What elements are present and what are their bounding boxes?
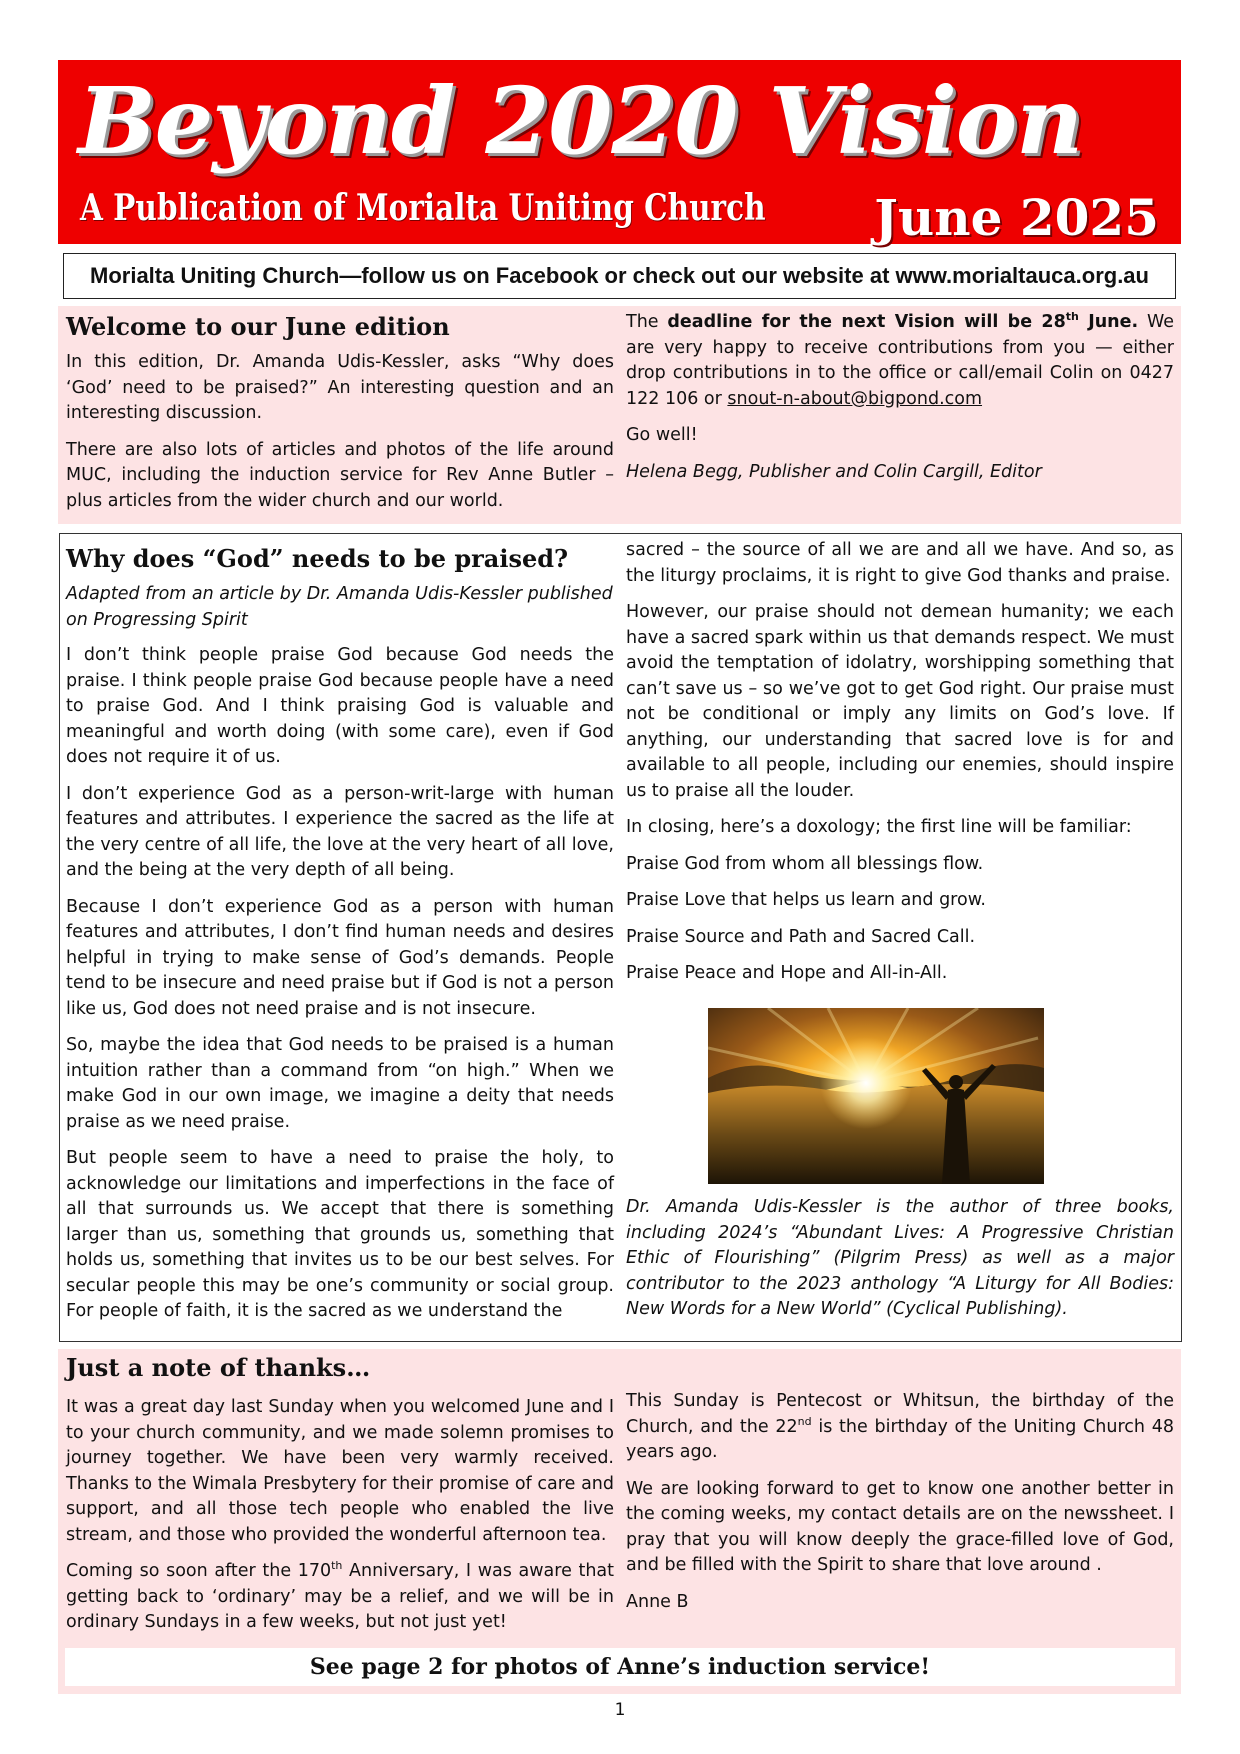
welcome-heading: Welcome to our June edition — [66, 312, 450, 341]
masthead-subtitle: A Publication of Morialta Uniting Church — [80, 187, 766, 229]
thanks-p3-pre: This Sunday is Pentecost or Whitsun, the birthday of the Church, and the 22 — [626, 1391, 1174, 1437]
deadline-bold-2: June. — [1078, 312, 1139, 332]
thanks-panel — [58, 1349, 1181, 1694]
thanks-paragraph-2 — [66, 1559, 614, 1636]
masthead-title: Beyond 2020 Vision — [78, 67, 1083, 175]
masthead — [58, 60, 1181, 247]
article-left-column — [66, 544, 614, 1336]
page-number: 1 — [614, 1700, 626, 1720]
masthead-date: June 2025 — [874, 188, 1159, 247]
thanks-signoff: Anne B — [626, 1591, 689, 1612]
article-paragraph-8: In closing, here’s a doxology; the first line will be familiar: — [626, 817, 1132, 837]
article-paragraph-7: However, our praise should not demean humanity; we each have a sacred spark within us that demands respect. We must avoid the temptation of idolatry, worshipping something that can’t save us – so we’ve got to get God right. Our praise must not be conditional or imply any limits on God’s love. If anything, our understanding that sacred love is for and available to all people, including our enemies, should inspire us to praise all the louder. — [626, 602, 1174, 801]
thanks-p2-pre: Coming so soon after the 170 — [66, 1561, 332, 1581]
welcome-signoff: Helena Begg, Publisher and Colin Cargill, Editor — [626, 461, 1042, 482]
thanks-p3-post: is the birthday of the Uniting Church 48 years ago. — [626, 1416, 1174, 1462]
welcome-paragraph-1: In this edition, Dr. Amanda Udis-Kessler, asks “Why does ‘God’ need to be praised?” An interesting question and an interesting discussion. — [66, 352, 614, 423]
article-byline: Adapted from an article by Dr. Amanda Udis-Kessler published on Progressing Spirit — [66, 584, 613, 630]
author-bio: Dr. Amanda Udis-Kessler is the author of three books, including 2024’s “Abundant Lives: A Progressive Christian Ethic of Flourishing” (Pilgrim Press) as well as a major contributor to the 2023 anthology “A Liturgy for All Bodies: New Words for a New World” (Cyclical Publishing). — [626, 1197, 1174, 1319]
thanks-p2-post: Anniversary, I was aware that getting back to ‘ordinary’ may be a relief, and we will be in ordinary Sundays in a few weeks, but not just yet! — [66, 1561, 614, 1632]
article-paragraph-2: I don’t experience God as a person-writ-large with human features and attributes. I experience the sacred as the life at the very centre of all life, the love at the very heart of all love, and the being at the very depth of all being. — [66, 783, 614, 880]
thanks-paragraph-4: We are looking forward to get to know one another better in the coming weeks, my contact details are on the newssheet. I pray that you will know deeply the grace-filled love of God, and be filled with the Spirit to share that love around . — [626, 1478, 1174, 1575]
article-paragraph-3: Because I don’t experience God as a person with human features and attributes, I don’t find human needs and desires helpful in trying to make sense of God’s demands. People tend to be insecure and need praise but if God is not a person like us, God does not need praise and is not insecure. — [66, 896, 614, 1019]
thanks-heading: Just a note of thanks… — [66, 1353, 371, 1382]
thanks-p2-sup: th — [331, 1559, 343, 1573]
article-heading: Why does “God” needs to be praised? — [66, 544, 569, 573]
thanks-paragraph-1: It was a great day last Sunday when you welcomed June and I to your church community, and we made solemn promises to journey together. We have been very warmly received. Thanks to the Wimala Presbytery for their promise of care and support, and all those tech people who enabled the live stream, and those who provided the wonderful afternoon tea. — [66, 1397, 614, 1545]
welcome-left-column — [66, 312, 614, 525]
thanks-paragraph-3 — [626, 1389, 1174, 1466]
article-right-column — [626, 538, 1174, 998]
sunrise-worship-photo — [708, 1008, 1044, 1184]
welcome-paragraph-2: There are also lots of articles and photos of the life around MUC, including the induction service for Rev Anne Butler – plus articles from the wider church and our world. — [66, 439, 614, 511]
email-link[interactable]: snout-n-about@bigpond.com — [727, 388, 983, 409]
article-paragraph-5: But people seem to have a need to praise the holy, to acknowledge our limitations and imperfections in the face of all that surrounds us. We accept that there is something larger than us, something that grounds us, something that holds us, something that invites us to be our best selves. For secular people this may be one’s community or social group. For people of faith, it is the sacred as we understand the — [66, 1148, 614, 1321]
follow-bar[interactable]: Morialta Uniting Church—follow us on Facebook or check out our website at www.morialtauca.org.au — [63, 253, 1176, 299]
article-paragraph-6: sacred – the source of all we are and all we have. And so, as the liturgy proclaims, it is right to give God thanks and praise. — [626, 540, 1174, 586]
article-paragraph-4: So, maybe the idea that God needs to be praised is a human intuition rather than a command from “on high.” When we make God in our own image, we imagine a deity that needs praise as we need praise. — [66, 1035, 614, 1132]
article-bio-column — [626, 1195, 1174, 1334]
see-page-banner[interactable]: See page 2 for photos of Anne’s induction service! — [65, 1648, 1175, 1686]
deadline-bold: deadline for the next Vision will be 28 — [667, 312, 1066, 332]
thanks-right-column — [626, 1389, 1174, 1626]
go-well: Go well! — [626, 425, 698, 445]
deadline-paragraph — [626, 310, 1174, 412]
thanks-p3-sup: nd — [797, 1414, 812, 1428]
deadline-sup: th — [1065, 310, 1079, 324]
welcome-panel — [58, 306, 1181, 524]
thanks-left-column — [66, 1353, 614, 1647]
article-paragraph-1: I don’t think people praise God because God needs the praise. I think people praise God because people have a need to praise God. And I think praising God is valuable and meaningful and worth doing (with some care), even if God does not require it of us. — [66, 645, 614, 767]
doxology-line-3: Praise Source and Path and Sacred Call. — [626, 926, 976, 947]
doxology-line-1: Praise God from whom all blessings flow. — [626, 853, 984, 874]
deadline-pre: The — [626, 312, 668, 332]
doxology-line-2: Praise Love that helps us learn and grow. — [626, 890, 986, 910]
doxology-line-4: Praise Peace and Hope and All-in-All. — [626, 963, 948, 983]
welcome-right-column — [626, 310, 1174, 496]
article-box — [59, 533, 1182, 1342]
deadline-post: We are very happy to receive contributions from you — either drop contributions in to the office or call/email Colin on 0427 122 106 or — [626, 312, 1175, 409]
